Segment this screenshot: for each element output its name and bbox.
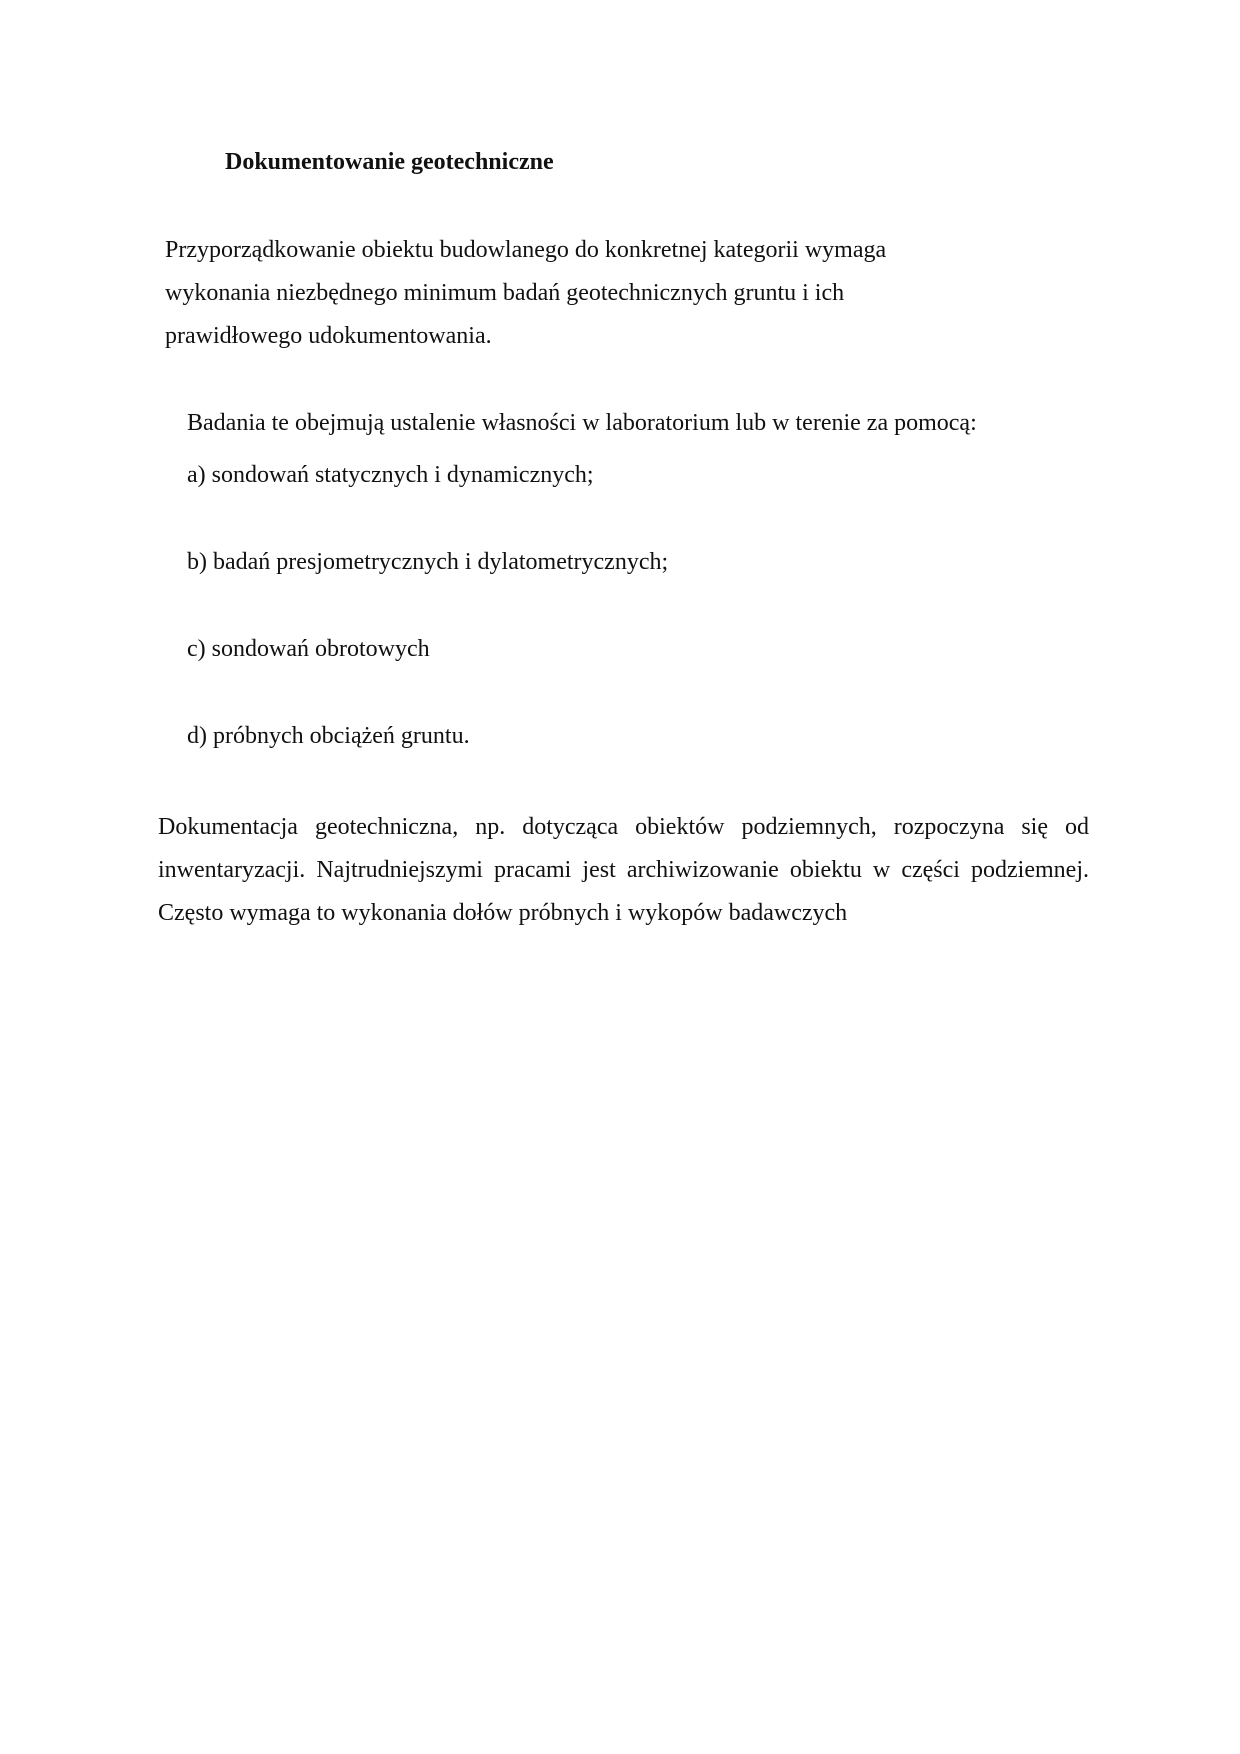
list-item-b: b) badań presjometrycznych i dylatometrycznych;	[187, 549, 669, 575]
list-item-c: c) sondowań obrotowych	[187, 636, 430, 662]
final-paragraph-line-1: Dokumentacja geotechniczna, np. dotycząca obiektów podziemnych, rozpoczyna się od	[158, 814, 1089, 840]
list-item-d: d) próbnych obciążeń gruntu.	[187, 723, 470, 749]
intro-line-1: Przyporządkowanie obiektu budowlanego do konkretnej kategorii wymaga	[165, 237, 887, 263]
intro-line-2: wykonania niezbędnego minimum badań geotechnicznych gruntu i ich	[165, 280, 845, 306]
intro-line-3: prawidłowego udokumentowania.	[165, 323, 492, 349]
final-paragraph-line-3: Często wymaga to wykonania dołów próbnych i wykopów badawczych	[158, 900, 848, 926]
list-item-a: a) sondowań statycznych i dynamicznych;	[187, 462, 594, 488]
final-paragraph-line-2: inwentaryzacji. Najtrudniejszymi pracami jest archiwizowanie obiektu w części podziemnej.	[158, 857, 1089, 883]
list-intro: Badania te obejmują ustalenie własności w laboratorium lub w terenie za pomocą:	[187, 410, 977, 436]
document-title: Dokumentowanie geotechniczne	[225, 149, 554, 175]
